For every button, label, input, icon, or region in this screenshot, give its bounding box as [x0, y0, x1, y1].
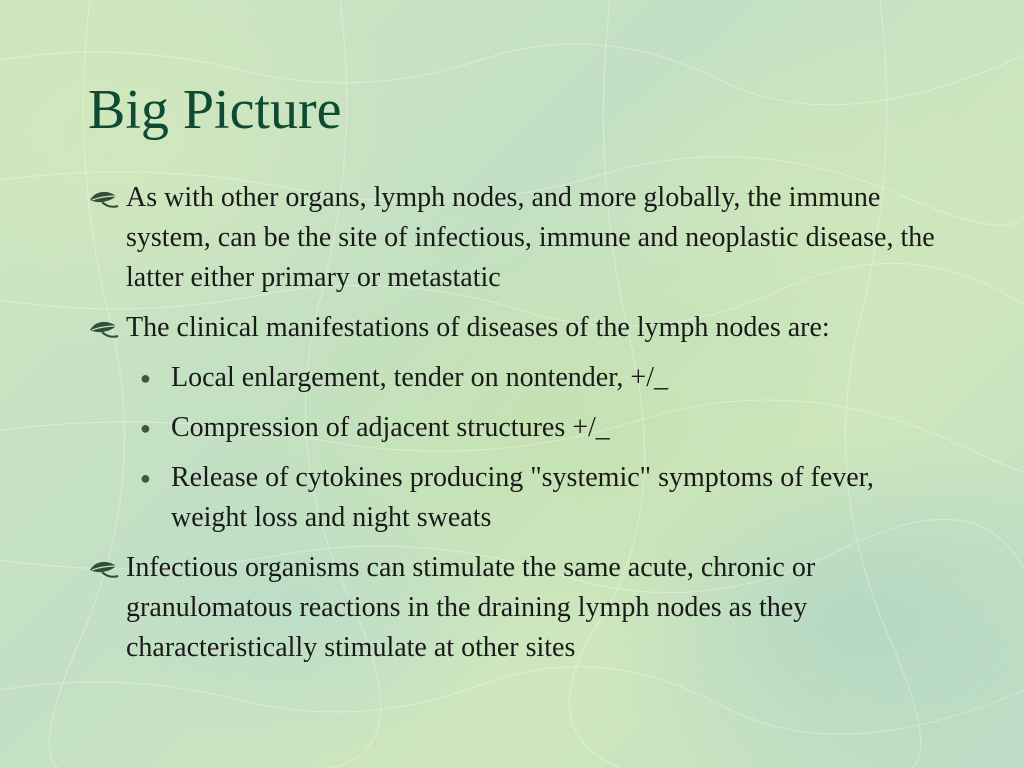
bullet-text: As with other organs, lymph nodes, and more globally, the immune system, can be the site of infectious, immune and neoplastic disease, the latter either primary or metastatic: [126, 182, 935, 293]
sub-bullet-text: Release of cytokines producing "systemic" symptoms of fever, weight loss and night sweats: [171, 462, 874, 533]
bullet-text: Infectious organisms can stimulate the same acute, chronic or granulomatous reactions in the draining lymph nodes as they characteristically stimulate at other sites: [126, 552, 816, 663]
bullet-text: The clinical manifestations of diseases of the lymph nodes are:: [126, 312, 830, 343]
sub-bullet-text: Compression of adjacent structures +/_: [171, 412, 610, 443]
bullet-item-2: [88, 308, 948, 348]
fleuron-leaf-icon: [88, 556, 122, 580]
slide-content: [88, 178, 948, 678]
slide-title: Big Picture: [88, 79, 342, 141]
dot-icon: ●: [140, 368, 151, 388]
fleuron-leaf-icon: [88, 186, 122, 210]
bullet-item-1: [88, 178, 948, 298]
sub-bullet-text: Local enlargement, tender on nontender, +/_: [171, 362, 668, 393]
sub-bullet-item-2: [88, 408, 948, 448]
sub-bullet-item-3: [88, 458, 948, 538]
dot-icon: ●: [140, 418, 151, 438]
bullet-item-3: [88, 548, 948, 668]
sub-bullet-item-1: [88, 358, 948, 398]
dot-icon: ●: [140, 468, 151, 488]
fleuron-leaf-icon: [88, 316, 122, 340]
